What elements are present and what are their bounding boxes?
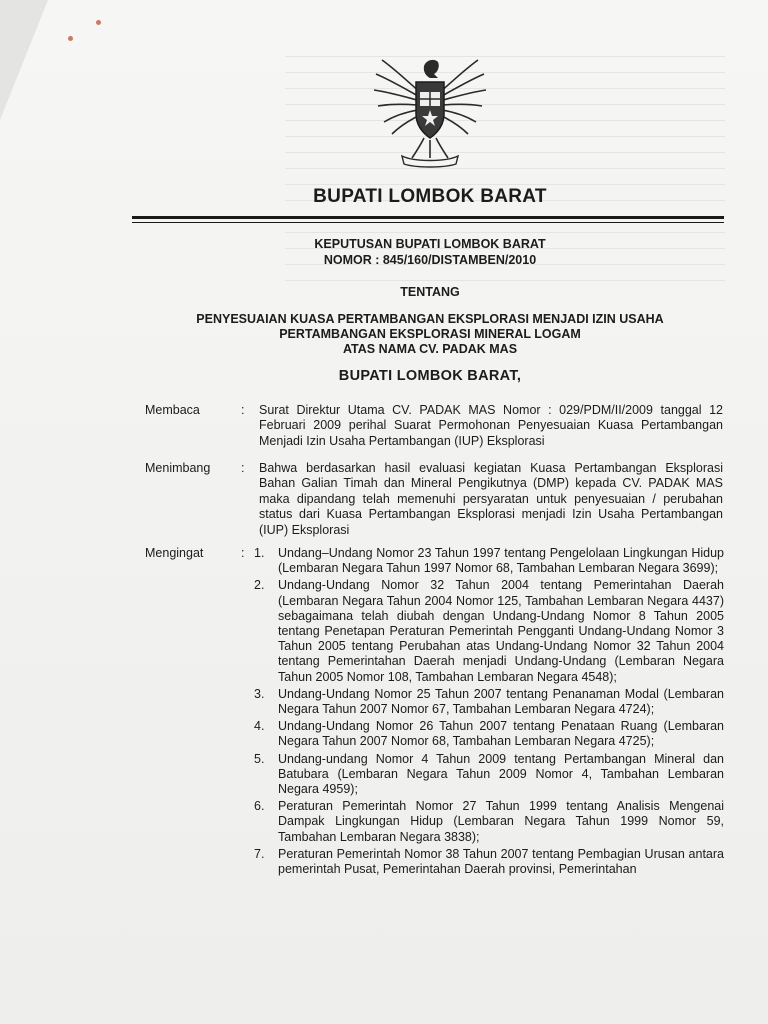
list-item xyxy=(254,799,724,845)
decree-subject-line-1: PENYESUAIAN KUASA PERTAMBANGAN EKSPLORASI MENJADI IZIN USAHA xyxy=(196,312,664,326)
list-item-number: 6. xyxy=(254,799,265,814)
decree-about: TENTANG xyxy=(400,285,460,299)
mengingat-colon: : xyxy=(241,546,245,560)
list-item-text: Undang–Undang Nomor 23 Tahun 1997 tentang Pengelolaan Lingkungan Hidup (Lembaran Negara Tahun 1997 Nomor 68, Tambahan Lembaran Negara 3699); xyxy=(278,546,724,576)
list-item xyxy=(254,578,724,684)
list-item-number: 1. xyxy=(254,546,265,560)
list-item-number: 3. xyxy=(254,686,265,701)
menimbang-label: Menimbang xyxy=(145,461,211,475)
list-item xyxy=(254,719,724,749)
list-item-number: 4. xyxy=(254,719,265,734)
list-item-number: 7. xyxy=(254,846,265,861)
mengingat-label: Mengingat xyxy=(145,546,204,560)
list-item-number: 2. xyxy=(254,578,265,593)
list-item-text: Undang-Undang Nomor 26 Tahun 2007 tentang Penataan Ruang (Lembaran Negara Tahun 2007 Nomor 68, Tambahan Lembaran Negara 4725); xyxy=(278,719,724,749)
list-item-number: 5. xyxy=(254,751,265,766)
header-divider-thin xyxy=(132,222,724,223)
list-item-text: Undang-Undang Nomor 25 Tahun 2007 tentang Penanaman Modal (Lembaran Negara Tahun 2007 Nomor 67, Tambahan Lembaran Negara 4724); xyxy=(278,686,724,717)
mengingat-list xyxy=(254,546,724,879)
menimbang-colon: : xyxy=(241,461,245,475)
header-divider-thick xyxy=(132,216,724,219)
decree-preamble: BUPATI LOMBOK BARAT, xyxy=(338,368,522,384)
regent-header-title: BUPATI LOMBOK BARAT xyxy=(313,186,547,207)
membaca-label: Membaca xyxy=(145,403,200,417)
page-corner-fold xyxy=(0,0,48,120)
decree-subject-line-2: PERTAMBANGAN EKSPLORASI MINERAL LOGAM xyxy=(279,327,581,341)
list-item xyxy=(254,752,724,798)
decree-subject-line-3: ATAS NAMA CV. PADAK MAS xyxy=(342,342,518,356)
membaca-colon: : xyxy=(241,403,245,417)
list-item-text: Peraturan Pemerintah Nomor 38 Tahun 2007 tentang Pembagian Urusan antara pemerintah Pusat, Pemerintahan Daerah provinsi, Pemerintahan xyxy=(278,846,724,877)
decree-title: KEPUTUSAN BUPATI LOMBOK BARAT xyxy=(314,237,546,251)
ink-spot xyxy=(68,36,73,41)
list-item-text: Peraturan Pemerintah Nomor 27 Tahun 1999 tentang Analisis Mengenai Dampak Lingkungan Hidup (Lembaran Negara Tahun 1999 Nomor 59, Tambahan Lembaran Negara 3838); xyxy=(278,799,724,844)
membaca-text: Surat Direktur Utama CV. PADAK MAS Nomor : 029/PDM/II/2009 tanggal 12 Februari 2009 perihal Suarat Permohonan Penyesuaian Kuasa Pertambangan Menjadi Izin Usaha Pertambangan (IUP) Eksplorasi xyxy=(259,403,723,448)
list-item xyxy=(254,687,724,717)
decree-number: NOMOR : 845/160/DISTAMBEN/2010 xyxy=(323,253,537,267)
list-item xyxy=(254,546,724,576)
garuda-emblem-icon xyxy=(368,52,492,170)
list-item-text: Undang-Undang Nomor 32 Tahun 2004 tentang Pemerintahan Daerah (Lembaran Negara Tahun 2004 Nomor 125, Tambahan Lembaran Negara 4437) sebagaimana telah diubah dengan Undang-Undang Nomor 8 Tahun 2005 tentang Penetapan Peraturan Pemerintah Pengganti Undang-Undang Nomor 3 Tahun 2005 tentang Perubahan atas Undang-Undang Nomor 32 Tahun 2004 tentang Pemerintahan Daerah menjadi Undang-Undang (Lembaran Negara Tahun 2005 Nomor 108, Tambahan Lembaran Negara 4548); xyxy=(278,578,724,684)
ink-spot xyxy=(96,20,101,25)
menimbang-text: Bahwa berdasarkan hasil evaluasi kegiatan Kuasa Pertambangan Eksplorasi Bahan Galian Timah dan Mineral Pengikutnya (DMP) kepada CV. PADAK MAS maka dipandang telah memenuhi persyaratan untuk penyesuaian / perubahan status dari Kuasa Pertambangan Eksplorasi menjadi Izin Usaha Pertambangan (IUP) Eksplorasi xyxy=(259,461,723,537)
list-item-text: Undang-undang Nomor 4 Tahun 2009 tentang Pertambangan Mineral dan Batubara (Lembaran Negara Tahun 2009 Nomor 4, Tambahan Lembaran Negara 4959); xyxy=(278,751,724,797)
list-item xyxy=(254,847,724,877)
